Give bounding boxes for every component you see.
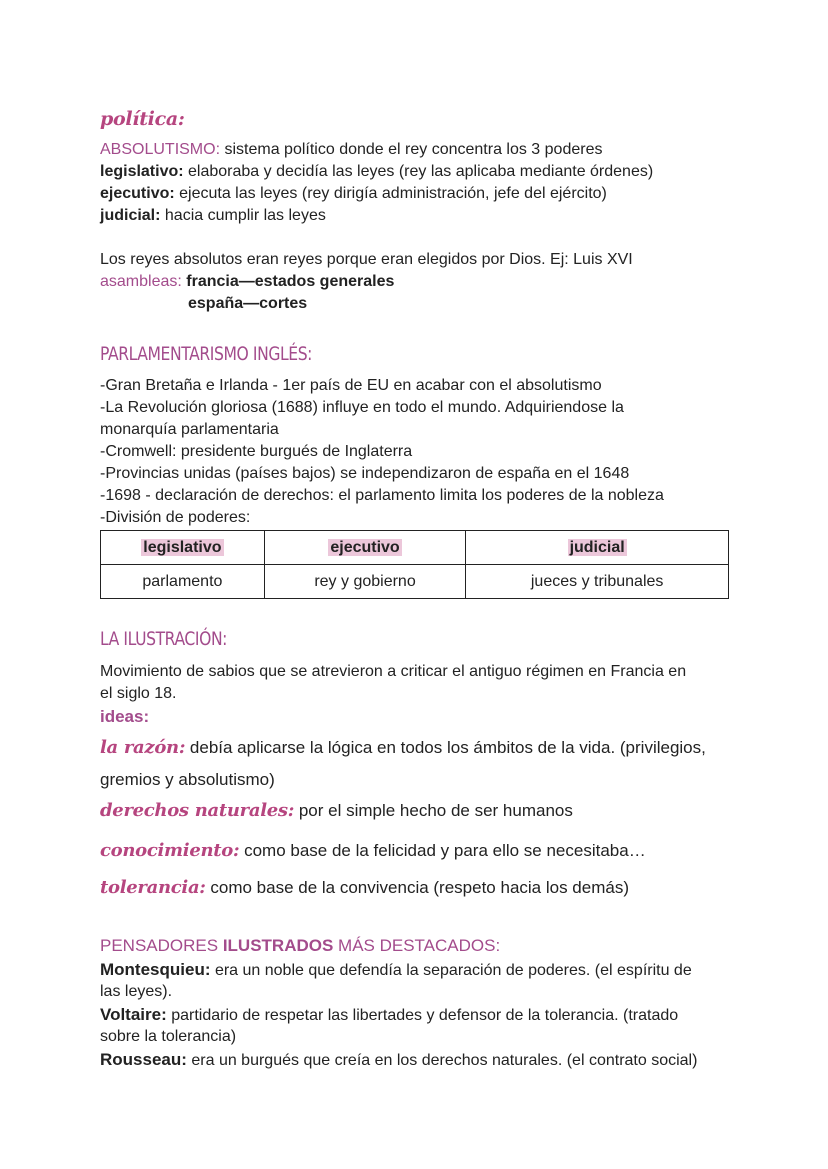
pensador-text: era un burgués que creía en los derechos naturales. (el contrato social): [186, 1052, 698, 1069]
idea-term: la razón:: [100, 737, 186, 758]
parlamentarismo-line: -Cromwell: presidente burgués de Inglaterra: [100, 443, 413, 460]
idea-text: por el simple hecho de ser humanos: [294, 801, 573, 820]
idea-term: tolerancia:: [100, 877, 206, 898]
absolutismo-definition: sistema político donde el rey concentra los 3 poderes: [220, 141, 603, 158]
reyes-line: Los reyes absolutos eran reyes porque eran elegidos por Dios. Ej: Luis XVI: [100, 251, 633, 268]
power-ejecutivo: [100, 183, 607, 205]
power-legislativo: [100, 161, 653, 183]
power-text: ejecuta las leyes (rey dirigía administración, jefe del ejército): [174, 185, 607, 202]
parlamentarismo-line: -División de poderes:: [100, 509, 251, 526]
header-ejecutivo: ejecutivo: [330, 538, 400, 556]
power-text: elaboraba y decidía las leyes (rey las aplicaba mediante órdenes): [183, 163, 654, 180]
pensadores-heading: [100, 935, 500, 957]
table-cell: parlamento: [101, 565, 265, 599]
idea-derechos: [100, 799, 573, 823]
power-term: judicial:: [100, 207, 161, 224]
pensador-name: Montesquieu:: [100, 960, 211, 979]
ilustracion-heading: LA ILUSTRACIÓN:: [100, 628, 228, 650]
pensador-text: partidario de respetar las libertades y defensor de la tolerancia. (tratado: [166, 1007, 679, 1024]
absolutismo-term: ABSOLUTISMO:: [100, 141, 221, 158]
pensador-name: Voltaire:: [100, 1005, 167, 1024]
ideas-label: ideas:: [100, 707, 150, 726]
idea-tolerancia: [100, 876, 629, 900]
heading-part: PENSADORES: [100, 936, 223, 955]
ilustracion-intro: Movimiento de sabios que se atrevieron a criticar el antiguo régimen en Francia en: [100, 663, 687, 680]
parlamentarismo-line: -1698 - declaración de derechos: el parlamento limita los poderes de la nobleza: [100, 487, 664, 504]
table-row: [101, 565, 729, 599]
power-term: ejecutivo:: [100, 185, 175, 202]
heading-part: MÁS DESTACADOS:: [333, 936, 501, 955]
parlamentarismo-line: monarquía parlamentaria: [100, 421, 279, 438]
idea-term: conocimiento:: [100, 840, 240, 861]
asamblea-francia: francia—estados generales: [186, 273, 395, 290]
table-header-row: [101, 531, 729, 565]
politica-heading: política:: [100, 108, 185, 130]
powers-table: [100, 530, 729, 599]
table-header-cell: [466, 531, 729, 565]
absolutismo-line: [100, 139, 602, 161]
pensador-name: Rousseau:: [100, 1050, 187, 1069]
pensador-text: era un noble que defendía la separación de poderes. (el espíritu de: [210, 962, 692, 979]
idea-razon: [100, 736, 706, 760]
pensador-montesquieu-cont: las leyes).: [100, 983, 173, 1000]
header-legislativo: legislativo: [143, 538, 222, 556]
power-term: legislativo:: [100, 163, 184, 180]
idea-conocimiento: [100, 839, 646, 863]
parlamentarismo-line: -Provincias unidas (países bajos) se independizaron de españa en el 1648: [100, 465, 630, 482]
idea-text: como base de la convivencia (respeto hacia los demás): [205, 878, 629, 897]
asambleas-label: asambleas:: [100, 273, 182, 290]
parlamentarismo-line: -Gran Bretaña e Irlanda - 1er país de EU en acabar con el absolutismo: [100, 377, 602, 394]
pensador-voltaire: [100, 1004, 678, 1027]
idea-term: derechos naturales:: [100, 800, 295, 821]
header-judicial: judicial: [569, 538, 625, 556]
pensador-montesquieu: [100, 959, 692, 982]
idea-text: debía aplicarse la lógica en todos los ámbitos de la vida. (privilegios,: [185, 738, 706, 757]
table-cell: jueces y tribunales: [466, 565, 729, 599]
pensador-rousseau: [100, 1049, 697, 1072]
parlamentarismo-line: -La Revolución gloriosa (1688) influye en todo el mundo. Adquiriendose la: [100, 399, 624, 416]
heading-part: ILUSTRADOS: [222, 936, 334, 955]
table-header-cell: [264, 531, 465, 565]
pensador-voltaire-cont: sobre la tolerancia): [100, 1028, 237, 1045]
power-judicial: [100, 205, 326, 227]
asambleas-line: [100, 271, 394, 293]
parlamentarismo-heading: PARLAMENTARISMO INGLÉS:: [100, 343, 313, 365]
idea-razon-cont: gremios y absolutismo): [100, 770, 275, 789]
ilustracion-intro: el siglo 18.: [100, 685, 177, 702]
table-cell: rey y gobierno: [264, 565, 465, 599]
asamblea-espana: españa—cortes: [188, 295, 308, 312]
idea-text: como base de la felicidad y para ello se necesitaba…: [239, 841, 646, 860]
power-text: hacia cumplir las leyes: [160, 207, 326, 224]
table-header-cell: [101, 531, 265, 565]
